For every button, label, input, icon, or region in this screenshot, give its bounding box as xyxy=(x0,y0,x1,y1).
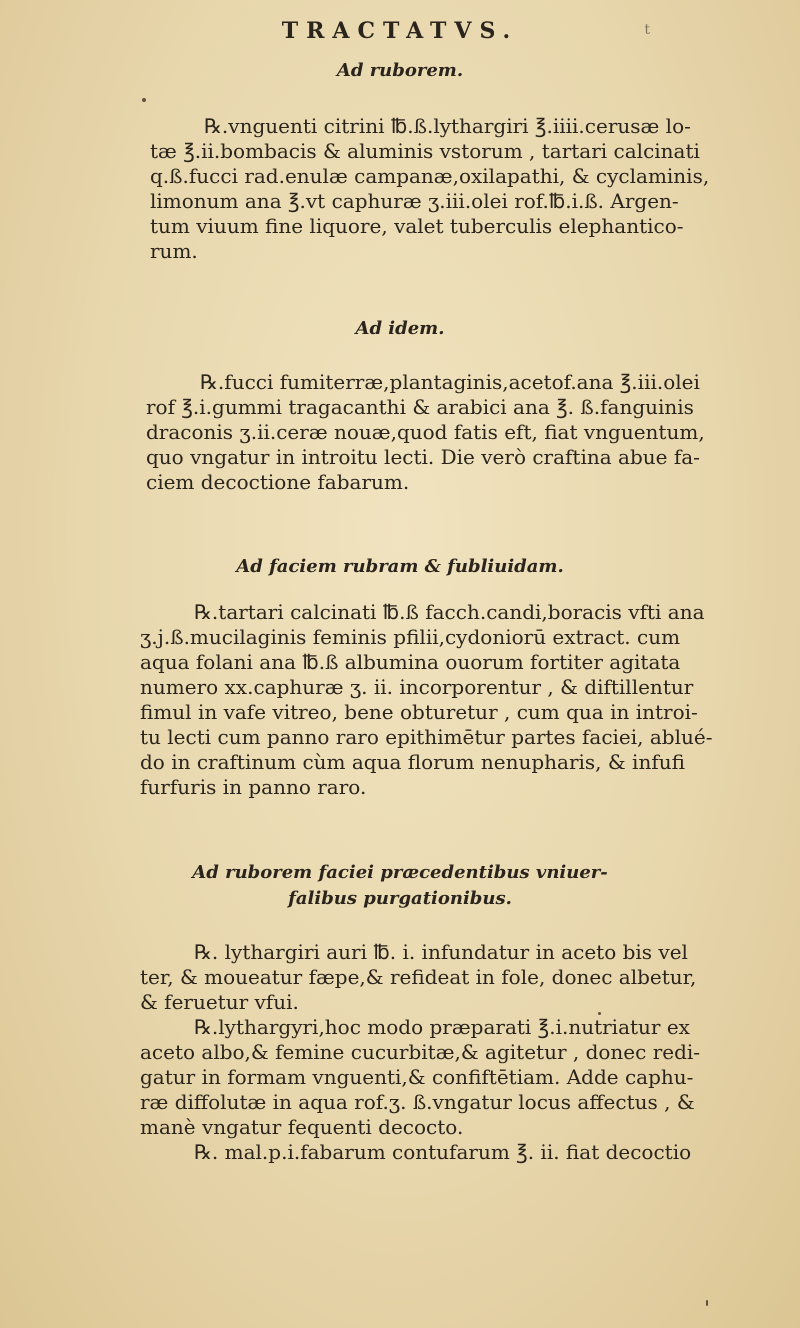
text-line: ℞.tartari calcinati ℔.ß facch.candi,boracis vfti ana xyxy=(194,600,705,624)
section-heading: Ad faciem rubram & fubliuidam. xyxy=(236,556,564,577)
text-line: ℞. mal.p.i.fabarum contufarum ℥. ii. fiat decoctio xyxy=(194,1140,692,1164)
section-heading: Ad ruborem. xyxy=(336,60,464,81)
recipe-paragraph xyxy=(140,940,762,1165)
recipe-paragraph xyxy=(150,114,760,264)
text-line: gatur in formam vnguenti,& confiftētiam. Adde caphu- xyxy=(140,1065,694,1089)
text-line: ℞.vnguenti citrini ℔.ß.lythargiri ℥.iiii.cerusæ lo- xyxy=(204,114,691,138)
text-line: rof ℥.i.gummi tragacanthi & arabici ana ℥. ß.fanguinis xyxy=(146,395,694,419)
text-line: numero xx.caphuræ ʒ. ii. incorporentur , & diftillentur xyxy=(140,675,694,699)
text-line: aqua folani ana ℔.ß albumina ouorum fortiter agitata xyxy=(140,650,681,674)
text-line: rum. xyxy=(150,239,198,263)
text-line: ʒ.j.ß.mucilaginis feminis pfilii,cydoniorū extract. cum xyxy=(140,625,681,649)
text-line: & feruetur vfui. xyxy=(140,990,299,1014)
text-line: fimul in vafe vitreo, bene obturetur , cum qua in introi- xyxy=(140,700,698,724)
paper-speck xyxy=(598,1012,601,1015)
running-head: TRACTATVS. xyxy=(281,18,519,44)
text-line: tu lecti cum panno raro epithimētur partes faciei, ablué- xyxy=(140,725,713,749)
text-line: ræ diffolutæ in aqua rof.ʒ. ß.vngatur locus affectus , & xyxy=(140,1090,695,1114)
text-line: limonum ana ℥.vt caphuræ ʒ.iii.olei rof.℔.i.ß. Argen- xyxy=(150,189,679,213)
recipe-paragraph xyxy=(146,370,764,495)
text-line: tum viuum fine liquore, valet tuberculis elephantico- xyxy=(150,214,684,238)
text-line: q.ß.fucci rad.enulæ campanæ,oxilapathi, & cyclaminis, xyxy=(150,164,710,188)
paper-speck xyxy=(706,1300,708,1306)
recipe-paragraph xyxy=(140,600,762,800)
corner-mark: t xyxy=(644,22,650,38)
text-line: quo vngatur in introitu lecti. Die verò craftina abue fa- xyxy=(146,445,700,469)
text-line: manè vngatur fequenti decocto. xyxy=(140,1115,464,1139)
section-heading: Ad ruborem faciei præcedentibus vniuer- xyxy=(192,862,608,883)
text-line: do in craftinum cùm aqua florum nenupharis, & infufi xyxy=(140,750,685,774)
text-line: ciem decoctione fabarum. xyxy=(146,470,410,494)
text-line: ℞.fucci fumiterræ,plantaginis,acetof.ana ℥.iii.olei xyxy=(200,370,700,394)
text-line: draconis ʒ.ii.ceræ nouæ,quod fatis eft, fiat vnguentum, xyxy=(146,420,705,444)
text-line: ter, & moueatur fæpe,& refideat in fole, donec albetur, xyxy=(140,965,697,989)
section-heading-continued: falibus purgationibus. xyxy=(288,888,512,909)
text-line: ℞. lythargiri auri ℔. i. infundatur in aceto bis vel xyxy=(194,940,688,964)
text-line: furfuris in panno raro. xyxy=(140,775,367,799)
section-heading: Ad idem. xyxy=(355,318,445,339)
text-line: ℞.lythargyri,hoc modo præparati ℥.i.nutriatur ex xyxy=(194,1015,690,1039)
text-line: aceto albo,& femine cucurbitæ,& agitetur , donec redi- xyxy=(140,1040,701,1064)
paper-speck xyxy=(142,98,146,102)
text-line: tæ ℥.ii.bombacis & aluminis vstorum , tartari calcinati xyxy=(150,139,700,163)
